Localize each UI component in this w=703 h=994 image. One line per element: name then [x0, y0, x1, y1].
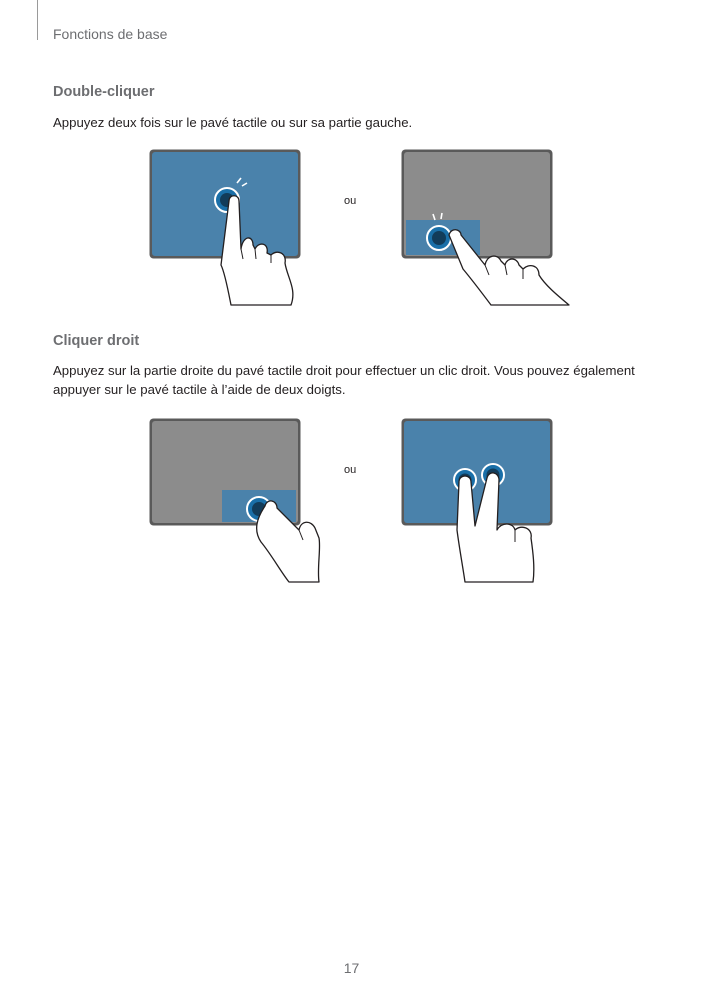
right-click-or-separator: ou — [344, 464, 357, 476]
double-click-heading: Double-cliquer — [53, 84, 155, 100]
right-click-heading: Cliquer droit — [53, 333, 140, 349]
double-click-or-separator: ou — [344, 195, 357, 207]
header-rule — [37, 0, 38, 40]
touchpad-right-zone-tap-illustration — [149, 418, 319, 582]
touchpad-two-finger-tap-illustration — [401, 418, 553, 582]
touchpad-left-zone-double-tap-illustration — [401, 149, 571, 305]
page-number: 17 — [343, 960, 360, 976]
right-click-text: Appuyez sur la partie droite du pavé tactile droit pour effectuer un clic droit. Vous pouvez également appuyer sur le pavé tactile à l’aide de deux doigts. — [53, 363, 635, 397]
section-header: Fonctions de base — [53, 26, 168, 42]
double-click-text: Appuyez deux fois sur le pavé tactile ou sur sa partie gauche. — [53, 115, 413, 130]
touchpad-full-double-tap-illustration — [149, 149, 301, 305]
